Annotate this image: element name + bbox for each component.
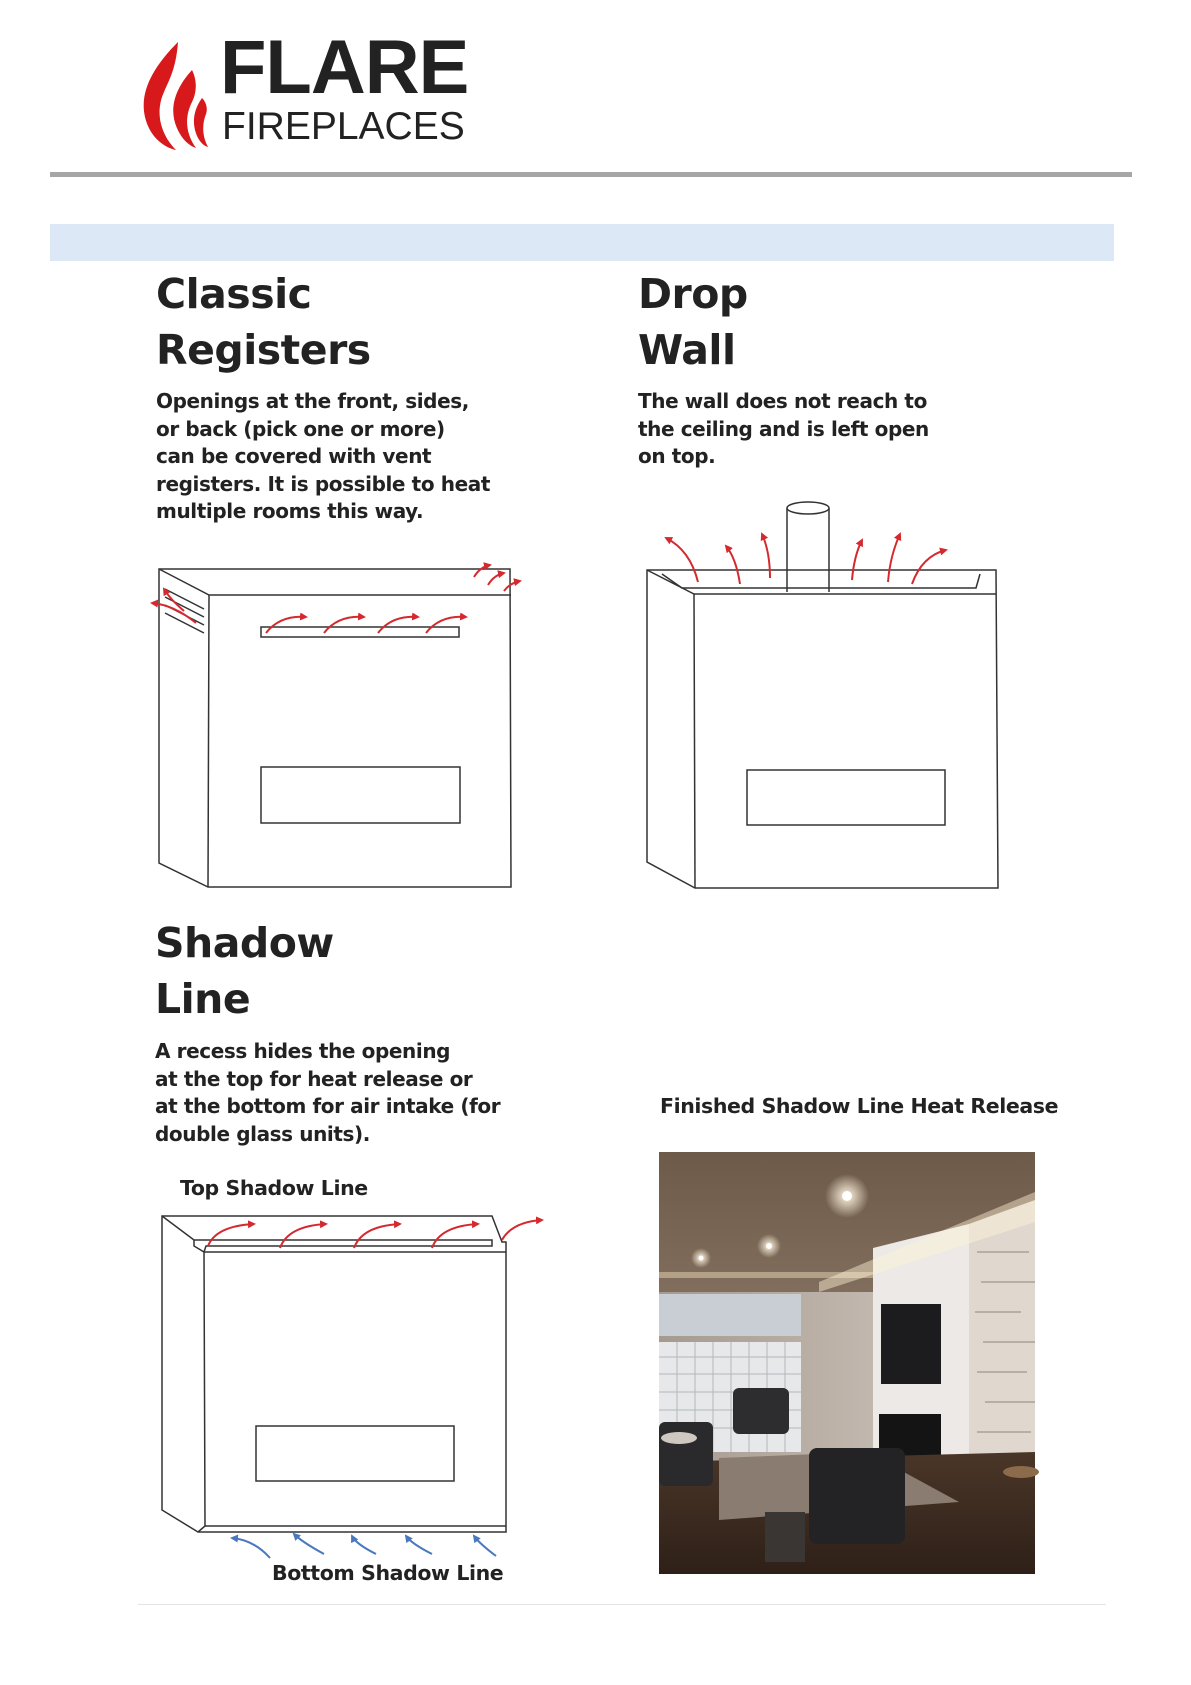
drop-wall-description: The wall does not reach to the ceiling and is left open on top. [638,389,929,468]
brand-subtitle: FIREPLACES [222,105,465,148]
top-shadow-line-caption: Top Shadow Line [180,1176,368,1200]
bottom-shadow-line-caption: Bottom Shadow Line [272,1561,504,1585]
brand-name: FLARE [220,25,469,110]
flame-icon [140,40,210,150]
shadow-line-diagram [150,1210,550,1560]
shadow-line-title: Shadow Line [155,919,334,1023]
classic-registers-description: Openings at the front, sides, or back (pick one or more) can be covered with vent registers. It is possible to heat multiple rooms this way. [156,389,490,523]
drop-wall-title: Drop Wall [638,270,748,374]
classic-registers-diagram [140,555,540,895]
section-band [50,224,1114,261]
header-divider [50,172,1132,177]
classic-registers-title: Classic Registers [156,270,371,374]
shadow-line-description: A recess hides the opening at the top for heat release or at the bottom for air intake (for double glass units). [155,1039,501,1146]
photo-caption: Finished Shadow Line Heat Release [660,1094,1059,1118]
finished-room-photo [659,1152,1035,1574]
drop-wall-diagram [640,500,1010,900]
footer-divider [138,1604,1106,1605]
